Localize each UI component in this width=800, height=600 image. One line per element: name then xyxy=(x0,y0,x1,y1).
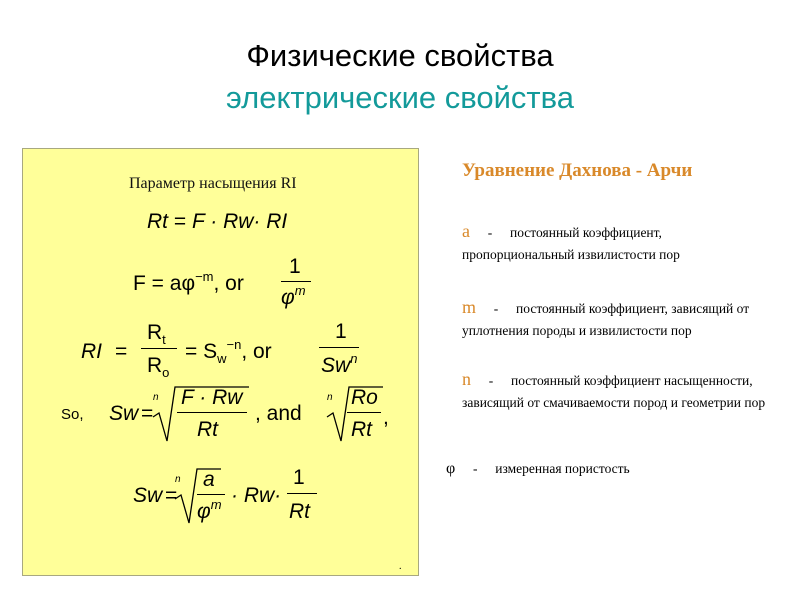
f3-num xyxy=(147,321,166,347)
def-n-text: постоянный коэффициент насыщенности, зависящий от смачиваемости пород и геометрии пор xyxy=(462,373,766,410)
f3-mid-exp: −n xyxy=(226,337,242,352)
f3-num-sub: t xyxy=(162,332,166,347)
f5-index: n xyxy=(175,474,181,485)
footnote-dot: . xyxy=(399,561,402,572)
page-title: Физические свойства xyxy=(246,38,554,73)
def-a-dash: - xyxy=(487,225,493,240)
f3-den-base: R xyxy=(147,354,163,377)
def-n-symbol: n xyxy=(462,369,471,389)
def-n xyxy=(462,368,770,414)
f4-bar2 xyxy=(347,412,381,413)
def-a-text: постоянный коэффициент, пропорциональный извилистости пор xyxy=(462,225,680,262)
def-phi xyxy=(446,458,754,480)
def-phi-text: измеренная пористость xyxy=(495,461,630,476)
def-m-dash: - xyxy=(493,301,499,316)
f1-eq: = xyxy=(173,210,187,233)
f3-num2: 1 xyxy=(335,320,347,343)
def-phi-dash: - xyxy=(472,461,478,476)
def-m-symbol: m xyxy=(462,297,477,317)
f3-num-base: R xyxy=(147,321,163,344)
f1-rhs: F · Rw· RI xyxy=(191,210,288,233)
f5-num: a xyxy=(203,468,215,491)
def-phi-symbol: φ xyxy=(446,460,456,477)
formula-box xyxy=(22,148,419,576)
f4-so: So, xyxy=(61,406,84,423)
page-subtitle: электрические свойства xyxy=(226,80,574,115)
f3-mid xyxy=(185,337,272,366)
f3-den xyxy=(147,354,170,380)
f5-den-base: φ xyxy=(197,500,211,523)
f4-index: n xyxy=(153,392,159,403)
f5-num2: 1 xyxy=(293,466,305,489)
f4-index-2: n xyxy=(327,392,333,403)
f3-mid-base: = S xyxy=(185,340,218,363)
f5-mid: · Rw· xyxy=(231,484,282,507)
formula-1 xyxy=(147,211,287,232)
f4-num2: Ro xyxy=(351,386,378,409)
formula-2 xyxy=(133,269,244,295)
f2-den-exp: m xyxy=(294,283,306,298)
f3-or: , or xyxy=(241,340,272,363)
f3-lhs: RI xyxy=(81,340,102,363)
def-a xyxy=(462,220,770,266)
f5-den-exp: m xyxy=(210,497,222,512)
f2-exp: −m xyxy=(195,269,214,284)
f2-num: 1 xyxy=(289,255,301,278)
f4-comma: , xyxy=(383,406,389,429)
f2-or: , or xyxy=(213,272,244,295)
f3-eq: = xyxy=(115,340,128,363)
f4-eq: = xyxy=(141,402,154,425)
f2-den-base: φ xyxy=(281,286,295,309)
f2-bar xyxy=(281,281,311,282)
f2-den xyxy=(281,283,306,309)
f3-den2-base: Sw xyxy=(321,354,351,377)
f5-den2: Rt xyxy=(289,500,310,523)
def-m xyxy=(462,296,770,342)
f5-bar xyxy=(197,494,225,495)
f1-lhs: Rt xyxy=(147,210,168,233)
formula-caption: Параметр насыщения RI xyxy=(129,175,297,192)
f4-den2: Rt xyxy=(351,418,372,441)
f3-den2 xyxy=(321,351,358,377)
f5-bar2 xyxy=(287,493,317,494)
f4-lhs: Sw xyxy=(109,402,139,425)
f3-den2-exp: n xyxy=(350,351,358,366)
f5-eq: = xyxy=(165,484,178,507)
def-m-text: постоянный коэффициент, зависящий от уплотнения породы и извилистости пор xyxy=(462,301,750,338)
f4-den: Rt xyxy=(197,418,218,441)
f5-lhs: Sw xyxy=(133,484,163,507)
f5-den xyxy=(197,497,222,523)
f3-bar2 xyxy=(319,347,359,348)
def-n-dash: - xyxy=(488,373,494,388)
f3-bar xyxy=(141,348,177,349)
f4-bar xyxy=(177,412,247,413)
f3-den-sub: o xyxy=(162,365,170,380)
def-a-symbol: a xyxy=(462,221,470,241)
f4-num: F · Rw xyxy=(181,386,243,409)
f2-lhs: F = aφ xyxy=(133,272,196,295)
f4-and: , and xyxy=(255,402,302,425)
equation-heading: Уравнение Дахнова - Арчи xyxy=(462,160,693,181)
f3-mid-sub: w xyxy=(217,351,227,366)
